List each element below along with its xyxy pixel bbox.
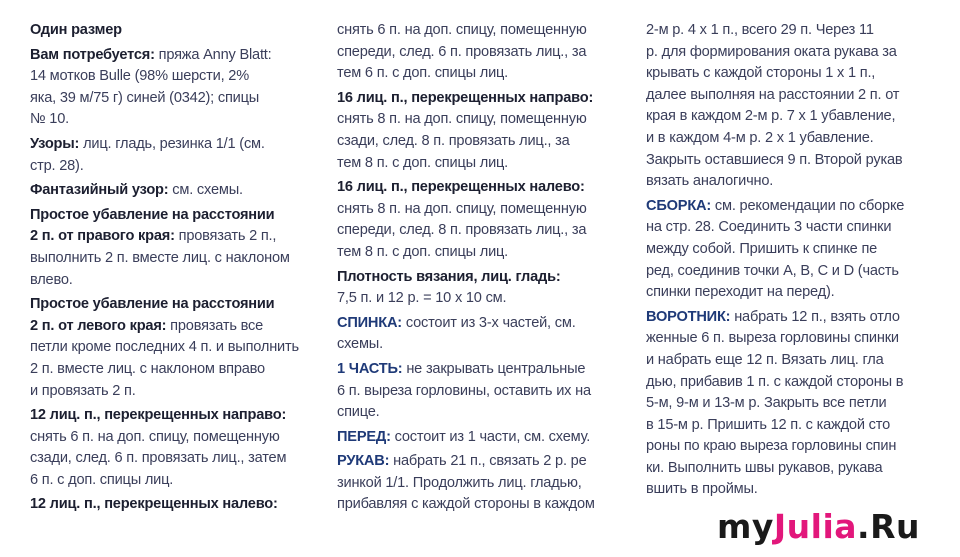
collar-text: в 15-м р. Пришить 12 п. с каждой сто [646,416,890,433]
collar-label: ВОРОТНИК: [646,308,731,325]
decrease-right-text: влево. [30,271,73,288]
assembly-text: между собой. Пришить к спинке пе [646,240,878,257]
density-label: Плотность вязания, лиц. гладь: [337,268,561,285]
logo-my: my [716,507,774,546]
collar-text: и набрать еще 12 п. Вязать лиц. гла [646,351,884,368]
column-2 [337,20,616,519]
assembly-label: СБОРКА: [646,197,712,214]
materials-label: Вам потребуется: [30,46,155,63]
assembly-text: см. рекомендации по сборке [714,197,905,214]
front-label: ПЕРЕД: [337,428,391,445]
logo-dot: . [857,507,871,546]
back-paragraph [337,313,616,356]
patterns-paragraph [30,134,308,177]
cross12-right-label: 12 лиц. п., перекрещенных направо: [30,407,287,424]
density-text: 7,5 п. и 12 р. = 10 х 10 см. [337,290,507,307]
sleeve-text: Закрыть оставшиеся 9 п. Второй рукав [646,151,903,168]
cross16-right-text: тем 8 п. с доп. спицы лиц. [337,154,509,171]
assembly-paragraph [646,196,924,304]
decrease-left-label: Простое убавление на расстоянии [30,296,275,313]
decrease-left-text: петли кроме последних 4 п. и выполнить [30,339,299,356]
column-1 [30,20,308,519]
fancy-pattern-label: Фантазийный узор: [30,182,169,199]
back-text: схемы. [337,336,383,353]
assembly-text: спинки переходит на перед). [646,284,835,301]
cross12-right-paragraph [30,405,308,491]
decrease-right-text: провязать 2 п., [178,228,277,245]
cross12-left-label: 12 лиц. п., перекрещенных налево: [30,496,278,513]
cross16-left-paragraph [337,177,616,263]
part1-label: 1 ЧАСТЬ: [337,360,403,377]
decrease-right-paragraph [30,205,308,291]
cross16-left-text: тем 8 п. с доп. спицы лиц. [337,243,509,260]
front-paragraph [337,427,616,449]
cross16-left-label: 16 лиц. п., перекрещенных налево: [337,179,585,196]
decrease-left-paragraph [30,294,308,402]
cross16-right-text: снять 8 п. на доп. спицу, помещенную [337,111,587,128]
collar-text: женные 6 п. выреза горловины спинки [646,330,899,347]
cross12-left-paragraph [30,494,308,516]
cross12-right-text: сзади, след. 6 п. провязать лиц., затем [30,450,287,467]
collar-text: 5-м, 9-м и 13-м р. Закрыть все петли [646,395,887,412]
materials-text: № 10. [30,111,69,128]
fancy-pattern-text: см. схемы. [172,182,243,199]
sleeve-text: далее выполняя на расстоянии 2 п. от [646,86,900,103]
size-heading: Один размер [30,22,122,38]
patterns-text: лиц. гладь, резинка 1/1 (см. [83,135,265,152]
back-text: состоит из 3-х частей, см. [405,314,576,331]
part1-text: не закрывать центральные [406,360,586,377]
logo-julia: Julia [773,507,858,546]
cross12-right-text: снять 6 п. на доп. спицу, помещенную [30,428,280,445]
decrease-left-text: 2 п. вместе лиц. с наклоном вправо [30,360,265,377]
patterns-text: стр. 28). [30,157,84,174]
collar-text: дью, прибавив 1 п. с каждой стороны в [646,373,904,390]
column-3 [646,20,924,504]
cross12-left-continuation [337,20,616,85]
collar-text: роны по краю выреза горловины спин [646,438,897,455]
decrease-right-label: 2 п. от правого края: [30,228,175,245]
cross12-left-text: снять 6 п. на доп. спицу, помещенную [337,22,587,38]
sleeve-text: р. для формирования оката рукава за [646,43,897,60]
sleeve-text: и в каждом 4-м р. 2 х 1 убавление. [646,129,874,146]
sleeve-text: крывать с каждой стороны 1 х 1 п., [646,65,876,82]
collar-text: ки. Выполнить швы рукавов, рукава [646,459,883,476]
fancy-pattern-paragraph [30,180,308,202]
sleeve-text: зинкой 1/1. Продолжить лиц. гладью, [337,474,582,491]
density-paragraph [337,267,616,310]
cross12-right-text: 6 п. с доп. спицы лиц. [30,471,174,488]
sleeve-continuation [646,20,924,193]
assembly-text: на стр. 28. Соединить 3 части спинки [646,219,892,236]
decrease-left-text: и провязать 2 п. [30,382,136,399]
part1-paragraph [337,359,616,424]
materials-paragraph [30,45,308,131]
sleeve-paragraph [337,451,616,516]
sleeve-text: прибавляя с каждой стороны в каждом [337,496,595,513]
back-label: СПИНКА: [337,314,402,331]
decrease-left-label: 2 п. от левого края: [30,317,167,334]
assembly-text: ред, соединив точки A, B, C и D (часть [646,262,899,279]
sleeve-text: 2-м р. 4 х 1 п., всего 29 п. Через 11 [646,22,874,38]
cross12-left-text: тем 6 п. с доп. спицы лиц. [337,65,509,82]
sleeve-text: набрать 21 п., связать 2 р. ре [393,453,587,470]
front-text: состоит из 1 части, см. схему. [394,428,591,445]
sleeve-text: вязать аналогично. [646,173,774,190]
collar-text: набрать 12 п., взять отло [734,308,900,325]
decrease-left-text: провязать все [170,317,264,334]
cross16-right-label: 16 лиц. п., перекрещенных направо: [337,89,594,106]
collar-paragraph [646,307,924,501]
materials-text: яка, 39 м/75 г) синей (0342); спицы [30,89,260,106]
cross16-left-text: спереди, след. 8 п. провязать лиц., за [337,222,587,239]
part1-text: 6 п. выреза горловины, оставить их на [337,382,591,399]
sleeve-text: края в каждом 2-м р. 7 х 1 убавление, [646,108,896,125]
size-paragraph [30,20,308,42]
cross16-right-text: сзади, след. 8 п. провязать лиц., за [337,132,570,149]
cross16-left-text: снять 8 п. на доп. спицу, помещенную [337,200,587,217]
decrease-right-label: Простое убавление на расстоянии [30,206,275,223]
cross12-left-text: спереди, след. 6 п. провязать лиц., за [337,43,587,60]
sleeve-label: РУКАВ: [337,453,390,470]
cross16-right-paragraph [337,88,616,174]
collar-text: вшить в проймы. [646,481,758,498]
myjulia-logo [717,507,920,547]
decrease-right-text: выполнить 2 п. вместе лиц. с наклоном [30,249,290,266]
part1-text: спице. [337,404,380,421]
materials-text: 14 мотков Bulle (98% шерсти, 2% [30,68,249,85]
patterns-label: Узоры: [30,135,80,152]
materials-text: пряжа Anny Blatt: [158,46,272,63]
logo-ru: Ru [870,507,920,546]
